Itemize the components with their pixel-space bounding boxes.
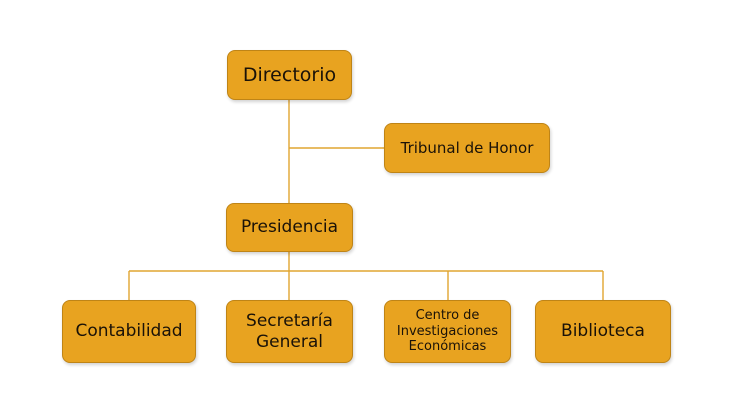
node-secretaria-general <box>226 300 353 363</box>
node-directorio <box>227 50 352 100</box>
node-presidencia <box>226 203 353 252</box>
node-secretaria-label-line1: Secretaría <box>246 311 333 332</box>
node-tribunal-label: Tribunal de Honor <box>400 139 534 157</box>
node-secretaria-label-line2: General <box>256 331 323 352</box>
node-contabilidad <box>62 300 196 363</box>
node-centro-label-line3: Económicas <box>408 339 487 355</box>
node-directorio-label: Directorio <box>242 63 337 86</box>
node-biblioteca-label: Biblioteca <box>561 321 645 342</box>
node-tribunal-de-honor <box>384 123 550 173</box>
node-contabilidad-label: Contabilidad <box>75 321 183 342</box>
node-presidencia-label: Presidencia <box>240 217 339 238</box>
node-biblioteca <box>535 300 671 363</box>
node-centro-label-line2: Investigaciones <box>396 323 499 339</box>
node-centro-label-line1: Centro de <box>415 308 480 324</box>
node-centro-investigaciones <box>384 300 511 363</box>
